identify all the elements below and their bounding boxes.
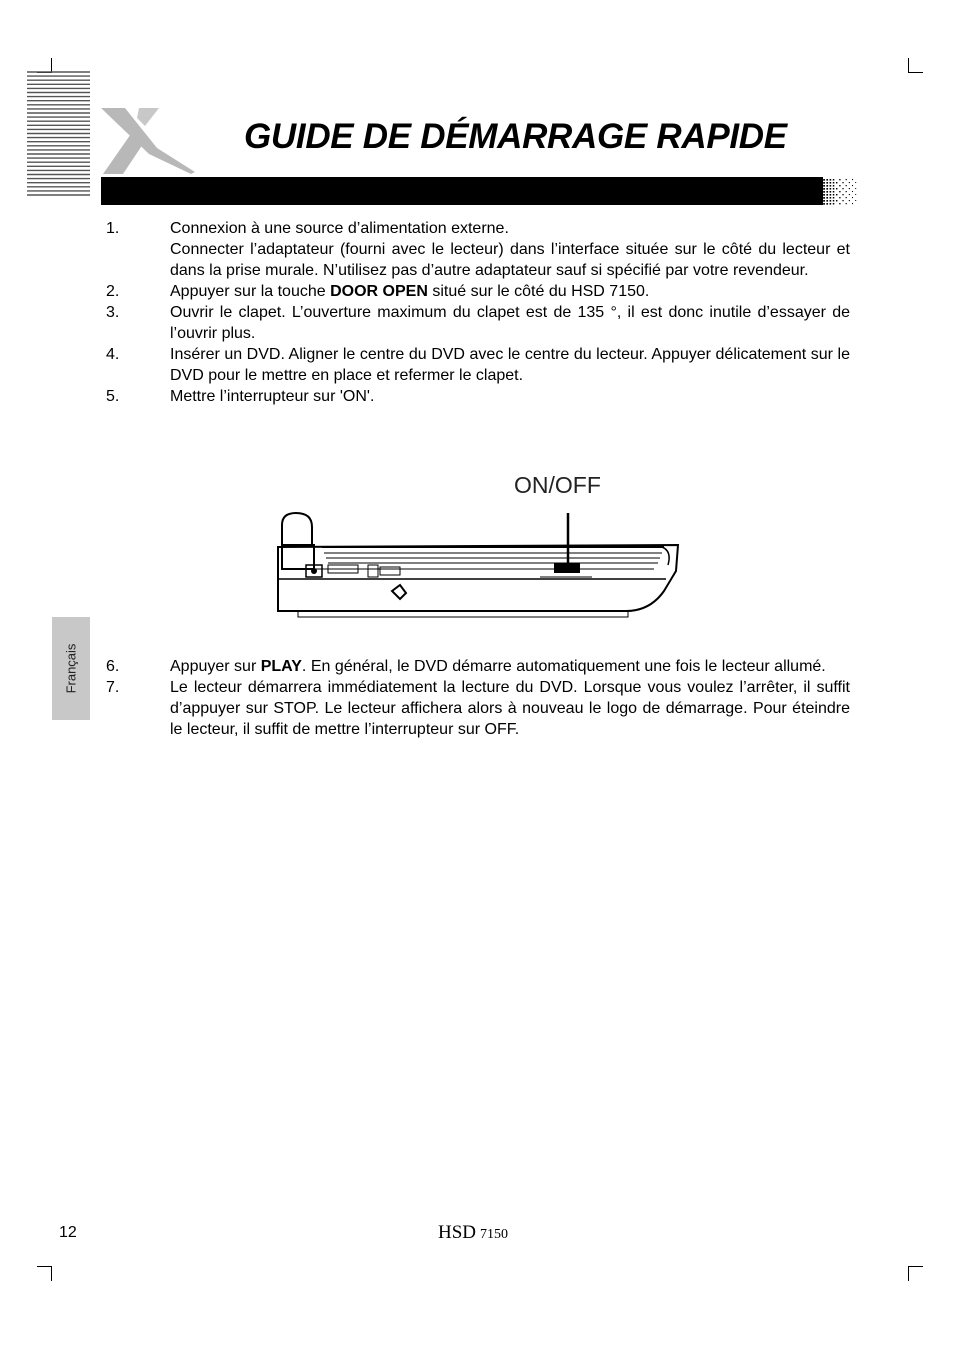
list-item [106,302,850,344]
step-number: 3. [106,304,120,321]
step-number: 2. [106,283,120,300]
step-text: Insérer un DVD. Aligner le centre du DVD avec le centre du lecteur. Appuyer délicatement sur le DVD pour le mettre en place et refermer le clapet. [170,346,850,384]
crop-mark-bottom-right [908,1266,923,1281]
list-item [106,218,850,281]
step-number: 6. [106,658,120,675]
door-open-key: DOOR OPEN [330,283,428,300]
page-title: GUIDE DE DÉMARRAGE RAPIDE [244,117,787,156]
list-item [106,677,850,740]
step-number: 7. [106,679,120,696]
model-number: 7150 [480,1227,509,1242]
step-number: 4. [106,346,120,363]
title-bar-dot-pattern [818,177,858,205]
page-number: 12 [59,1224,77,1241]
list-item [106,386,850,407]
dvd-player-side-illustration [268,461,688,637]
step-text: Ouvrir le clapet. L’ouverture maximum du clapet est de 135 °, il est donc inutile d’essayer de l’ouvrir plus. [170,304,850,342]
language-tab-label [52,617,90,720]
list-item [106,656,850,677]
play-key: PLAY [260,658,302,675]
step-text: Mettre l’interrupteur sur 'ON'. [170,388,375,405]
language-label: Français [63,643,79,694]
x-logo-icon [95,104,199,178]
model-name: HSD [438,1222,477,1243]
stripe-decoration [27,70,90,200]
step-number: 5. [106,388,120,405]
crop-mark-top-right [908,58,923,73]
step-text: Connexion à une source d’alimentation externe. [170,220,509,237]
crop-mark-bottom-left [37,1266,52,1281]
steps-list-second [106,656,850,740]
title-underline-bar [101,177,823,205]
step-text: Appuyer sur la touche DOOR OPEN situé sur le côté du HSD 7150. [170,283,650,300]
steps-list-first [106,218,850,407]
footer-model-name [438,1222,508,1244]
on-off-label: ON/OFF [514,472,601,498]
step-number: 1. [106,220,120,237]
step-text: Connecter l’adaptateur (fourni avec le lecteur) dans l’interface située sur le côté du lecteur et dans la prise murale. N’utilisez pas d’autre adaptateur sauf si spécifié par votre revendeur. [170,241,850,279]
list-item [106,281,850,302]
list-item [106,344,850,386]
step-text: Appuyer sur PLAY. En général, le DVD démarre automatiquement une fois le lecteur allumé. [170,658,826,675]
step-text: Le lecteur démarrera immédiatement la lecture du DVD. Lorsque vous voulez l’arrêter, il suffit d’appuyer sur STOP. Le lecteur affichera alors à nouveau le logo de démarrage. Pour éteindre le lecteur, il suffit de mettre l’interrupteur sur OFF. [170,679,850,738]
